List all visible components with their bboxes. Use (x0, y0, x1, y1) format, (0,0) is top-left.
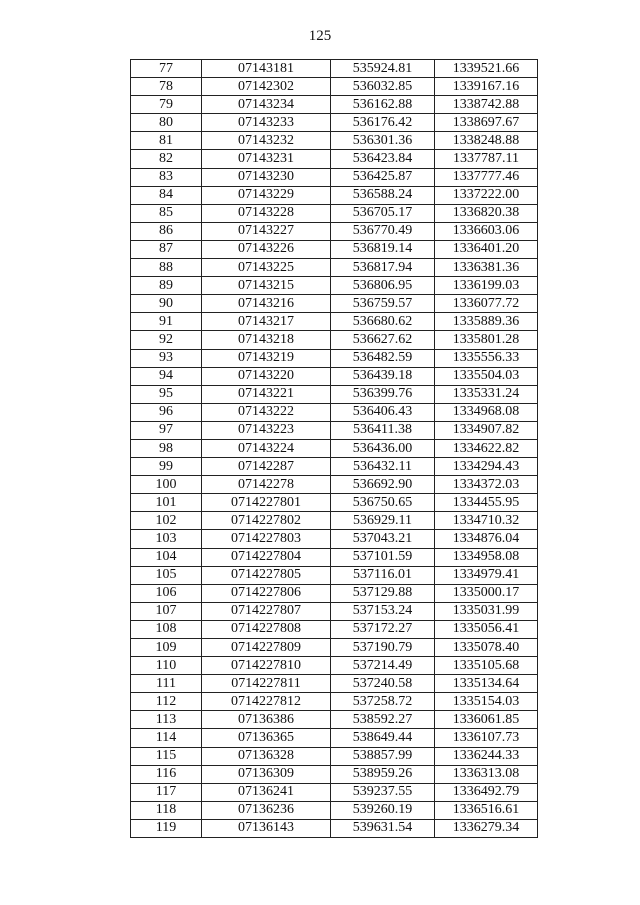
point-id-cell: 07143222 (202, 403, 331, 421)
table-row (131, 657, 538, 675)
point-id-cell: 07142287 (202, 458, 331, 476)
y-coordinate-cell: 1336061.85 (435, 711, 538, 729)
point-id-cell: 07143226 (202, 240, 331, 258)
row-number-cell: 85 (131, 204, 202, 222)
x-coordinate-cell: 536432.11 (331, 458, 435, 476)
y-coordinate-cell: 1335000.17 (435, 584, 538, 602)
y-coordinate-cell: 1335556.33 (435, 349, 538, 367)
y-coordinate-cell: 1335056.41 (435, 620, 538, 638)
table-row (131, 512, 538, 530)
point-id-cell: 07142278 (202, 476, 331, 494)
point-id-cell: 0714227801 (202, 494, 331, 512)
row-number-cell: 116 (131, 765, 202, 783)
x-coordinate-cell: 536301.36 (331, 132, 435, 150)
point-id-cell: 07143220 (202, 367, 331, 385)
x-coordinate-cell: 537043.21 (331, 530, 435, 548)
row-number-cell: 83 (131, 168, 202, 186)
table-row (131, 150, 538, 168)
row-number-cell: 113 (131, 711, 202, 729)
y-coordinate-cell: 1335801.28 (435, 331, 538, 349)
row-number-cell: 102 (131, 512, 202, 530)
x-coordinate-cell: 536176.42 (331, 114, 435, 132)
row-number-cell: 104 (131, 548, 202, 566)
point-id-cell: 07143215 (202, 277, 331, 295)
table-row (131, 566, 538, 584)
table-row (131, 458, 538, 476)
x-coordinate-cell: 539631.54 (331, 819, 435, 837)
point-id-cell: 0714227811 (202, 675, 331, 693)
table-row (131, 96, 538, 114)
y-coordinate-cell: 1334979.41 (435, 566, 538, 584)
table-row (131, 602, 538, 620)
y-coordinate-cell: 1339521.66 (435, 60, 538, 78)
row-number-cell: 84 (131, 186, 202, 204)
y-coordinate-cell: 1335105.68 (435, 657, 538, 675)
x-coordinate-cell: 539237.55 (331, 783, 435, 801)
row-number-cell: 80 (131, 114, 202, 132)
row-number-cell: 107 (131, 602, 202, 620)
row-number-cell: 109 (131, 639, 202, 657)
table-body (131, 60, 538, 838)
y-coordinate-cell: 1334958.08 (435, 548, 538, 566)
point-id-cell: 07143181 (202, 60, 331, 78)
table-row (131, 801, 538, 819)
y-coordinate-cell: 1334455.95 (435, 494, 538, 512)
point-id-cell: 07143232 (202, 132, 331, 150)
row-number-cell: 99 (131, 458, 202, 476)
row-number-cell: 119 (131, 819, 202, 837)
table-row (131, 385, 538, 403)
point-id-cell: 07143221 (202, 385, 331, 403)
row-number-cell: 81 (131, 132, 202, 150)
row-number-cell: 92 (131, 331, 202, 349)
x-coordinate-cell: 536162.88 (331, 96, 435, 114)
y-coordinate-cell: 1338248.88 (435, 132, 538, 150)
table-row (131, 295, 538, 313)
table-row (131, 693, 538, 711)
x-coordinate-cell: 538649.44 (331, 729, 435, 747)
row-number-cell: 111 (131, 675, 202, 693)
row-number-cell: 89 (131, 277, 202, 295)
y-coordinate-cell: 1334907.82 (435, 421, 538, 439)
row-number-cell: 100 (131, 476, 202, 494)
x-coordinate-cell: 538959.26 (331, 765, 435, 783)
table-row (131, 711, 538, 729)
table-row (131, 186, 538, 204)
point-id-cell: 0714227805 (202, 566, 331, 584)
point-id-cell: 07143231 (202, 150, 331, 168)
y-coordinate-cell: 1335078.40 (435, 639, 538, 657)
table-row (131, 439, 538, 457)
y-coordinate-cell: 1334294.43 (435, 458, 538, 476)
table-row (131, 240, 538, 258)
y-coordinate-cell: 1336313.08 (435, 765, 538, 783)
point-id-cell: 07143234 (202, 96, 331, 114)
y-coordinate-cell: 1335134.64 (435, 675, 538, 693)
row-number-cell: 93 (131, 349, 202, 367)
row-number-cell: 97 (131, 421, 202, 439)
table-row (131, 313, 538, 331)
x-coordinate-cell: 536929.11 (331, 512, 435, 530)
x-coordinate-cell: 536482.59 (331, 349, 435, 367)
table-row (131, 259, 538, 277)
y-coordinate-cell: 1334710.32 (435, 512, 538, 530)
row-number-cell: 110 (131, 657, 202, 675)
point-id-cell: 0714227812 (202, 693, 331, 711)
point-id-cell: 07142302 (202, 78, 331, 96)
table-row (131, 819, 538, 837)
table-row (131, 639, 538, 657)
row-number-cell: 114 (131, 729, 202, 747)
row-number-cell: 106 (131, 584, 202, 602)
table-row (131, 783, 538, 801)
page-number: 125 (308, 28, 332, 44)
row-number-cell: 79 (131, 96, 202, 114)
table-row (131, 675, 538, 693)
row-number-cell: 86 (131, 222, 202, 240)
row-number-cell: 98 (131, 439, 202, 457)
table-row (131, 168, 538, 186)
x-coordinate-cell: 536588.24 (331, 186, 435, 204)
x-coordinate-cell: 538592.27 (331, 711, 435, 729)
x-coordinate-cell: 536680.62 (331, 313, 435, 331)
x-coordinate-cell: 536425.87 (331, 168, 435, 186)
y-coordinate-cell: 1334372.03 (435, 476, 538, 494)
table-row (131, 367, 538, 385)
y-coordinate-cell: 1336199.03 (435, 277, 538, 295)
table-row (131, 494, 538, 512)
row-number-cell: 96 (131, 403, 202, 421)
table-row (131, 204, 538, 222)
row-number-cell: 95 (131, 385, 202, 403)
row-number-cell: 105 (131, 566, 202, 584)
y-coordinate-cell: 1335331.24 (435, 385, 538, 403)
point-id-cell: 07143228 (202, 204, 331, 222)
point-id-cell: 0714227809 (202, 639, 331, 657)
x-coordinate-cell: 537153.24 (331, 602, 435, 620)
x-coordinate-cell: 537101.59 (331, 548, 435, 566)
row-number-cell: 77 (131, 60, 202, 78)
x-coordinate-cell: 536406.43 (331, 403, 435, 421)
y-coordinate-cell: 1336244.33 (435, 747, 538, 765)
table-row (131, 403, 538, 421)
point-id-cell: 07143233 (202, 114, 331, 132)
table-row (131, 765, 538, 783)
y-coordinate-cell: 1336401.20 (435, 240, 538, 258)
point-id-cell: 07136236 (202, 801, 331, 819)
x-coordinate-cell: 537116.01 (331, 566, 435, 584)
y-coordinate-cell: 1338742.88 (435, 96, 538, 114)
point-id-cell: 07136365 (202, 729, 331, 747)
table-row (131, 476, 538, 494)
y-coordinate-cell: 1337222.00 (435, 186, 538, 204)
x-coordinate-cell: 539260.19 (331, 801, 435, 819)
y-coordinate-cell: 1337777.46 (435, 168, 538, 186)
row-number-cell: 118 (131, 801, 202, 819)
table-row (131, 60, 538, 78)
x-coordinate-cell: 536627.62 (331, 331, 435, 349)
x-coordinate-cell: 536399.76 (331, 385, 435, 403)
row-number-cell: 112 (131, 693, 202, 711)
row-number-cell: 101 (131, 494, 202, 512)
x-coordinate-cell: 536692.90 (331, 476, 435, 494)
table-row (131, 729, 538, 747)
y-coordinate-cell: 1335031.99 (435, 602, 538, 620)
y-coordinate-cell: 1335154.03 (435, 693, 538, 711)
point-id-cell: 0714227804 (202, 548, 331, 566)
point-id-cell: 07143225 (202, 259, 331, 277)
point-id-cell: 0714227807 (202, 602, 331, 620)
row-number-cell: 103 (131, 530, 202, 548)
x-coordinate-cell: 536759.57 (331, 295, 435, 313)
y-coordinate-cell: 1334622.82 (435, 439, 538, 457)
x-coordinate-cell: 537129.88 (331, 584, 435, 602)
point-id-cell: 0714227810 (202, 657, 331, 675)
point-id-cell: 0714227806 (202, 584, 331, 602)
x-coordinate-cell: 536439.18 (331, 367, 435, 385)
coordinates-table (130, 59, 538, 838)
point-id-cell: 07136143 (202, 819, 331, 837)
y-coordinate-cell: 1335504.03 (435, 367, 538, 385)
x-coordinate-cell: 536705.17 (331, 204, 435, 222)
y-coordinate-cell: 1338697.67 (435, 114, 538, 132)
point-id-cell: 0714227803 (202, 530, 331, 548)
table-row (131, 331, 538, 349)
point-id-cell: 0714227808 (202, 620, 331, 638)
point-id-cell: 07136309 (202, 765, 331, 783)
x-coordinate-cell: 536411.38 (331, 421, 435, 439)
y-coordinate-cell: 1336492.79 (435, 783, 538, 801)
y-coordinate-cell: 1336603.06 (435, 222, 538, 240)
table-row (131, 584, 538, 602)
point-id-cell: 07143229 (202, 186, 331, 204)
table-row (131, 114, 538, 132)
point-id-cell: 07143216 (202, 295, 331, 313)
row-number-cell: 88 (131, 259, 202, 277)
x-coordinate-cell: 536770.49 (331, 222, 435, 240)
x-coordinate-cell: 536436.00 (331, 439, 435, 457)
point-id-cell: 07143218 (202, 331, 331, 349)
y-coordinate-cell: 1336820.38 (435, 204, 538, 222)
table-row (131, 78, 538, 96)
row-number-cell: 115 (131, 747, 202, 765)
y-coordinate-cell: 1339167.16 (435, 78, 538, 96)
x-coordinate-cell: 537190.79 (331, 639, 435, 657)
x-coordinate-cell: 537240.58 (331, 675, 435, 693)
row-number-cell: 78 (131, 78, 202, 96)
x-coordinate-cell: 535924.81 (331, 60, 435, 78)
x-coordinate-cell: 536817.94 (331, 259, 435, 277)
table-row (131, 277, 538, 295)
table-row (131, 620, 538, 638)
y-coordinate-cell: 1337787.11 (435, 150, 538, 168)
x-coordinate-cell: 537172.27 (331, 620, 435, 638)
row-number-cell: 117 (131, 783, 202, 801)
y-coordinate-cell: 1334968.08 (435, 403, 538, 421)
y-coordinate-cell: 1335889.36 (435, 313, 538, 331)
row-number-cell: 94 (131, 367, 202, 385)
point-id-cell: 07136386 (202, 711, 331, 729)
point-id-cell: 07143219 (202, 349, 331, 367)
point-id-cell: 07143230 (202, 168, 331, 186)
x-coordinate-cell: 537214.49 (331, 657, 435, 675)
y-coordinate-cell: 1336077.72 (435, 295, 538, 313)
y-coordinate-cell: 1336107.73 (435, 729, 538, 747)
point-id-cell: 07143224 (202, 439, 331, 457)
row-number-cell: 87 (131, 240, 202, 258)
table-row (131, 349, 538, 367)
row-number-cell: 90 (131, 295, 202, 313)
x-coordinate-cell: 538857.99 (331, 747, 435, 765)
table-row (131, 222, 538, 240)
table-row (131, 747, 538, 765)
y-coordinate-cell: 1336279.34 (435, 819, 538, 837)
row-number-cell: 108 (131, 620, 202, 638)
point-id-cell: 07136328 (202, 747, 331, 765)
table-row (131, 530, 538, 548)
y-coordinate-cell: 1334876.04 (435, 530, 538, 548)
point-id-cell: 07136241 (202, 783, 331, 801)
x-coordinate-cell: 536819.14 (331, 240, 435, 258)
table-row (131, 132, 538, 150)
x-coordinate-cell: 536423.84 (331, 150, 435, 168)
y-coordinate-cell: 1336381.36 (435, 259, 538, 277)
table-row (131, 548, 538, 566)
x-coordinate-cell: 536806.95 (331, 277, 435, 295)
point-id-cell: 07143223 (202, 421, 331, 439)
row-number-cell: 82 (131, 150, 202, 168)
point-id-cell: 07143217 (202, 313, 331, 331)
x-coordinate-cell: 536032.85 (331, 78, 435, 96)
point-id-cell: 0714227802 (202, 512, 331, 530)
x-coordinate-cell: 536750.65 (331, 494, 435, 512)
point-id-cell: 07143227 (202, 222, 331, 240)
table-row (131, 421, 538, 439)
row-number-cell: 91 (131, 313, 202, 331)
y-coordinate-cell: 1336516.61 (435, 801, 538, 819)
x-coordinate-cell: 537258.72 (331, 693, 435, 711)
